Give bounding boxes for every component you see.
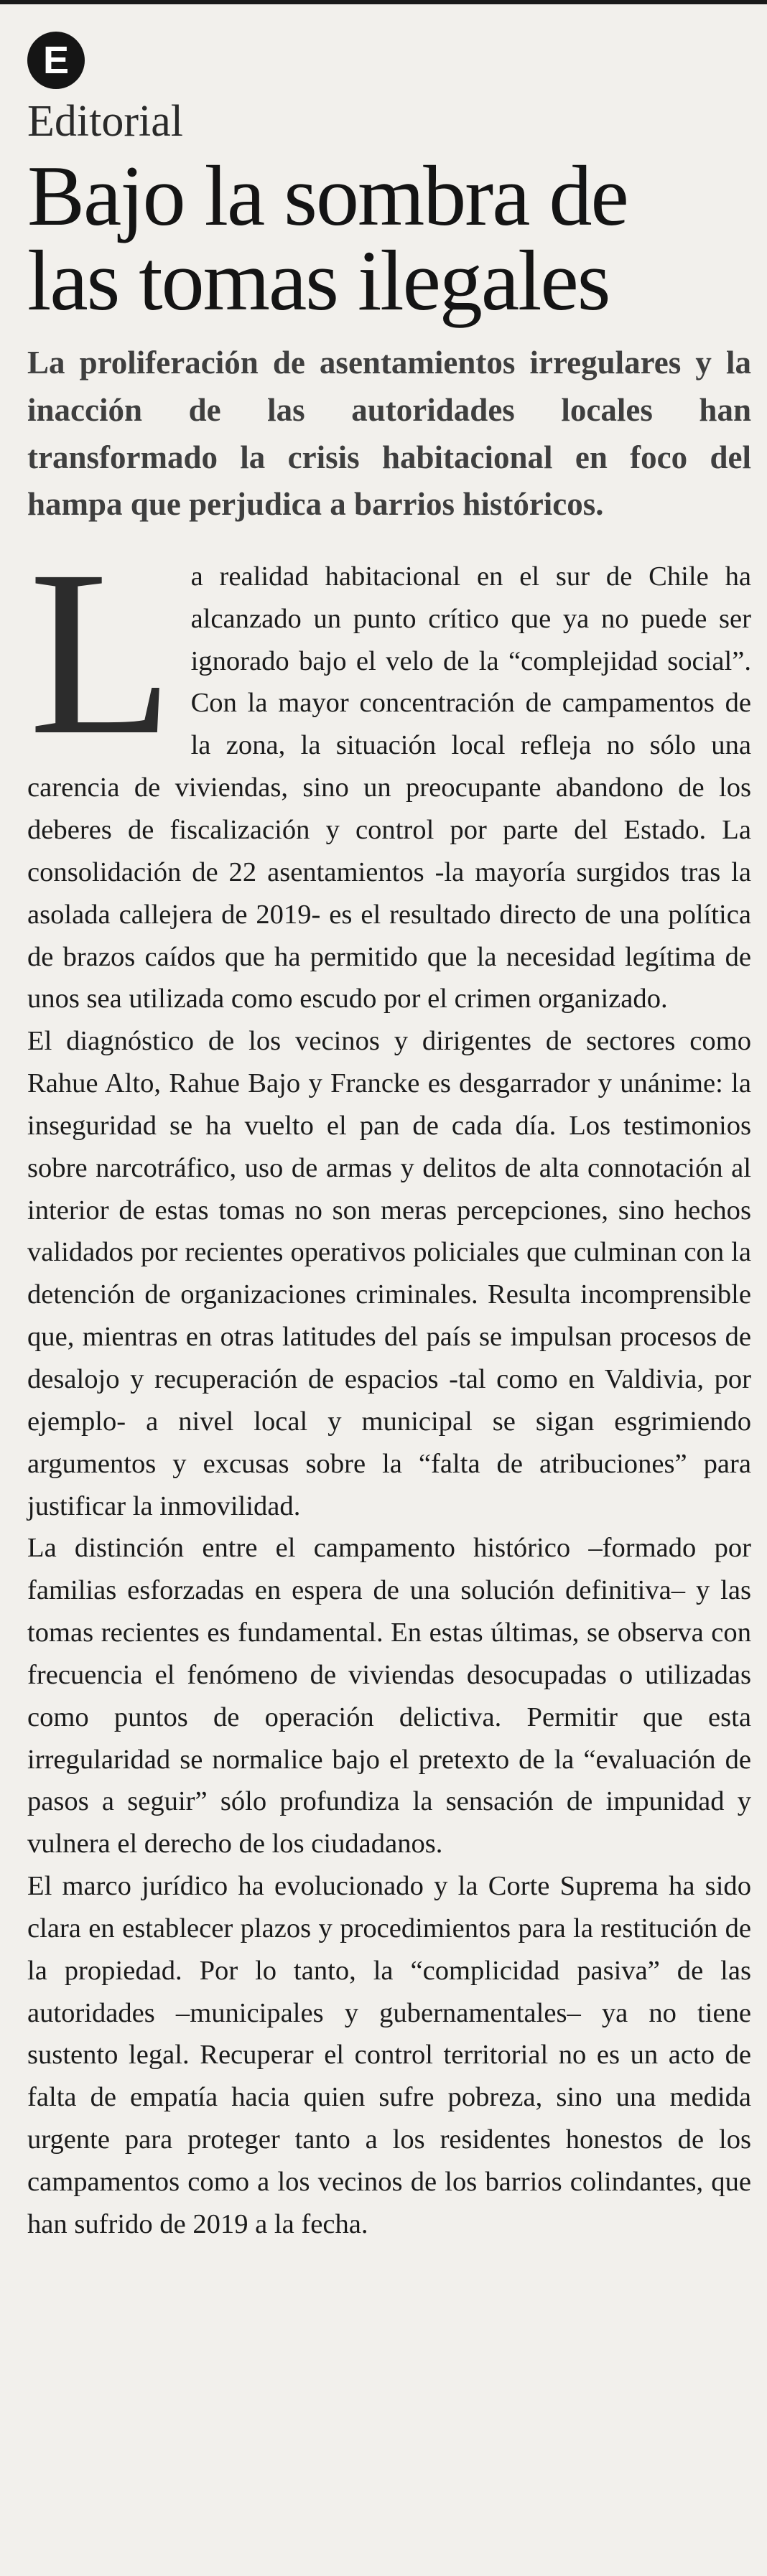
headline-line-1: Bajo la sombra de [27,148,628,243]
editorial-page [27,32,751,2246]
drop-cap: L [29,521,174,784]
article-paragraph-3: La distinción entre el campamento histórico –formado por familias esforzadas en espera de una solución definitiva– y las tomas recientes es fundamental. En estas últimas, se observa con frecuencia el fenómeno de viviendas desocupadas o utilizadas como puntos de operación delictiva. Permitir que esta irregularidad se normalice bajo el pretexto de la “evaluación de pasos a seguir” sólo profundiza la sensación de impunidad y vulnera el derecho de los ciudadanos. [27,1533,751,1859]
editorial-badge-letter: E [42,39,70,82]
article-paragraph-1 [27,521,751,1020]
article-paragraph-1-text: a realidad habitacional en el sur de Chile ha alcanzado un punto crítico que ya no puede ser ignorado bajo el velo de la “complejidad social”. Con la mayor concentración de campamentos de la zona, la situación local refleja no sólo una carencia de viviendas, sino un preocupante abandono de los deberes de fiscalización y control por parte del Estado. La consolidación de 22 asentamientos -la mayoría surgidos tras la asolada callejera de 2019- es el resultado directo de una política de brazos caídos que ha permitido que la necesidad legítima de unos sea utilizada como escudo por el crimen organizado. [27,561,751,1014]
article-body [27,521,751,2246]
section-label: Editorial [27,97,183,146]
article-paragraph-2: El diagnóstico de los vecinos y dirigentes de sectores como Rahue Alto, Rahue Bajo y Francke es desgarrador y unánime: la inseguridad se ha vuelto el pan de cada día. Los testimonios sobre narcotráfico, uso de armas y delitos de alta connotación al interior de estas tomas no son meras percepciones, sino hechos validados por recientes operativos policiales que culminan con la detención de organizaciones criminales. Resulta incomprensible que, mientras en otras latitudes del país se impulsan procesos de desalojo y recuperación de espacios -tal como en Valdivia, por ejemplo- a nivel local y municipal se sigan esgrimiendo argumentos y excusas sobre la “falta de atribuciones” para justificar la inmovilidad. [27,1026,751,1521]
deck-subheadline: La proliferación de asentamientos irregulares y la inacción de las autoridades locales han transformado la crisis habitacional en foco del hampa que perjudica a barrios históricos. [27,345,751,523]
article-paragraph-4: El marco jurídico ha evolucionado y la Corte Suprema ha sido clara en establecer plazos y procedimientos para la restitución de la propiedad. Por lo tanto, la “complicidad pasiva” de las autoridades –municipales y gubernamentales– ya no tiene sustento legal. Recuperar el control territorial no es un acto de falta de empatía hacia quien sufre pobreza, sino una medida urgente para proteger tanto a los residentes honestos de los campamentos como a los vecinos de los barrios colindantes, que han sufrido de 2019 a la fecha. [27,1871,751,2239]
editorial-badge [27,32,85,89]
headline [27,148,751,328]
top-rule [0,0,767,4]
headline-line-2: las tomas ilegales [27,232,610,328]
